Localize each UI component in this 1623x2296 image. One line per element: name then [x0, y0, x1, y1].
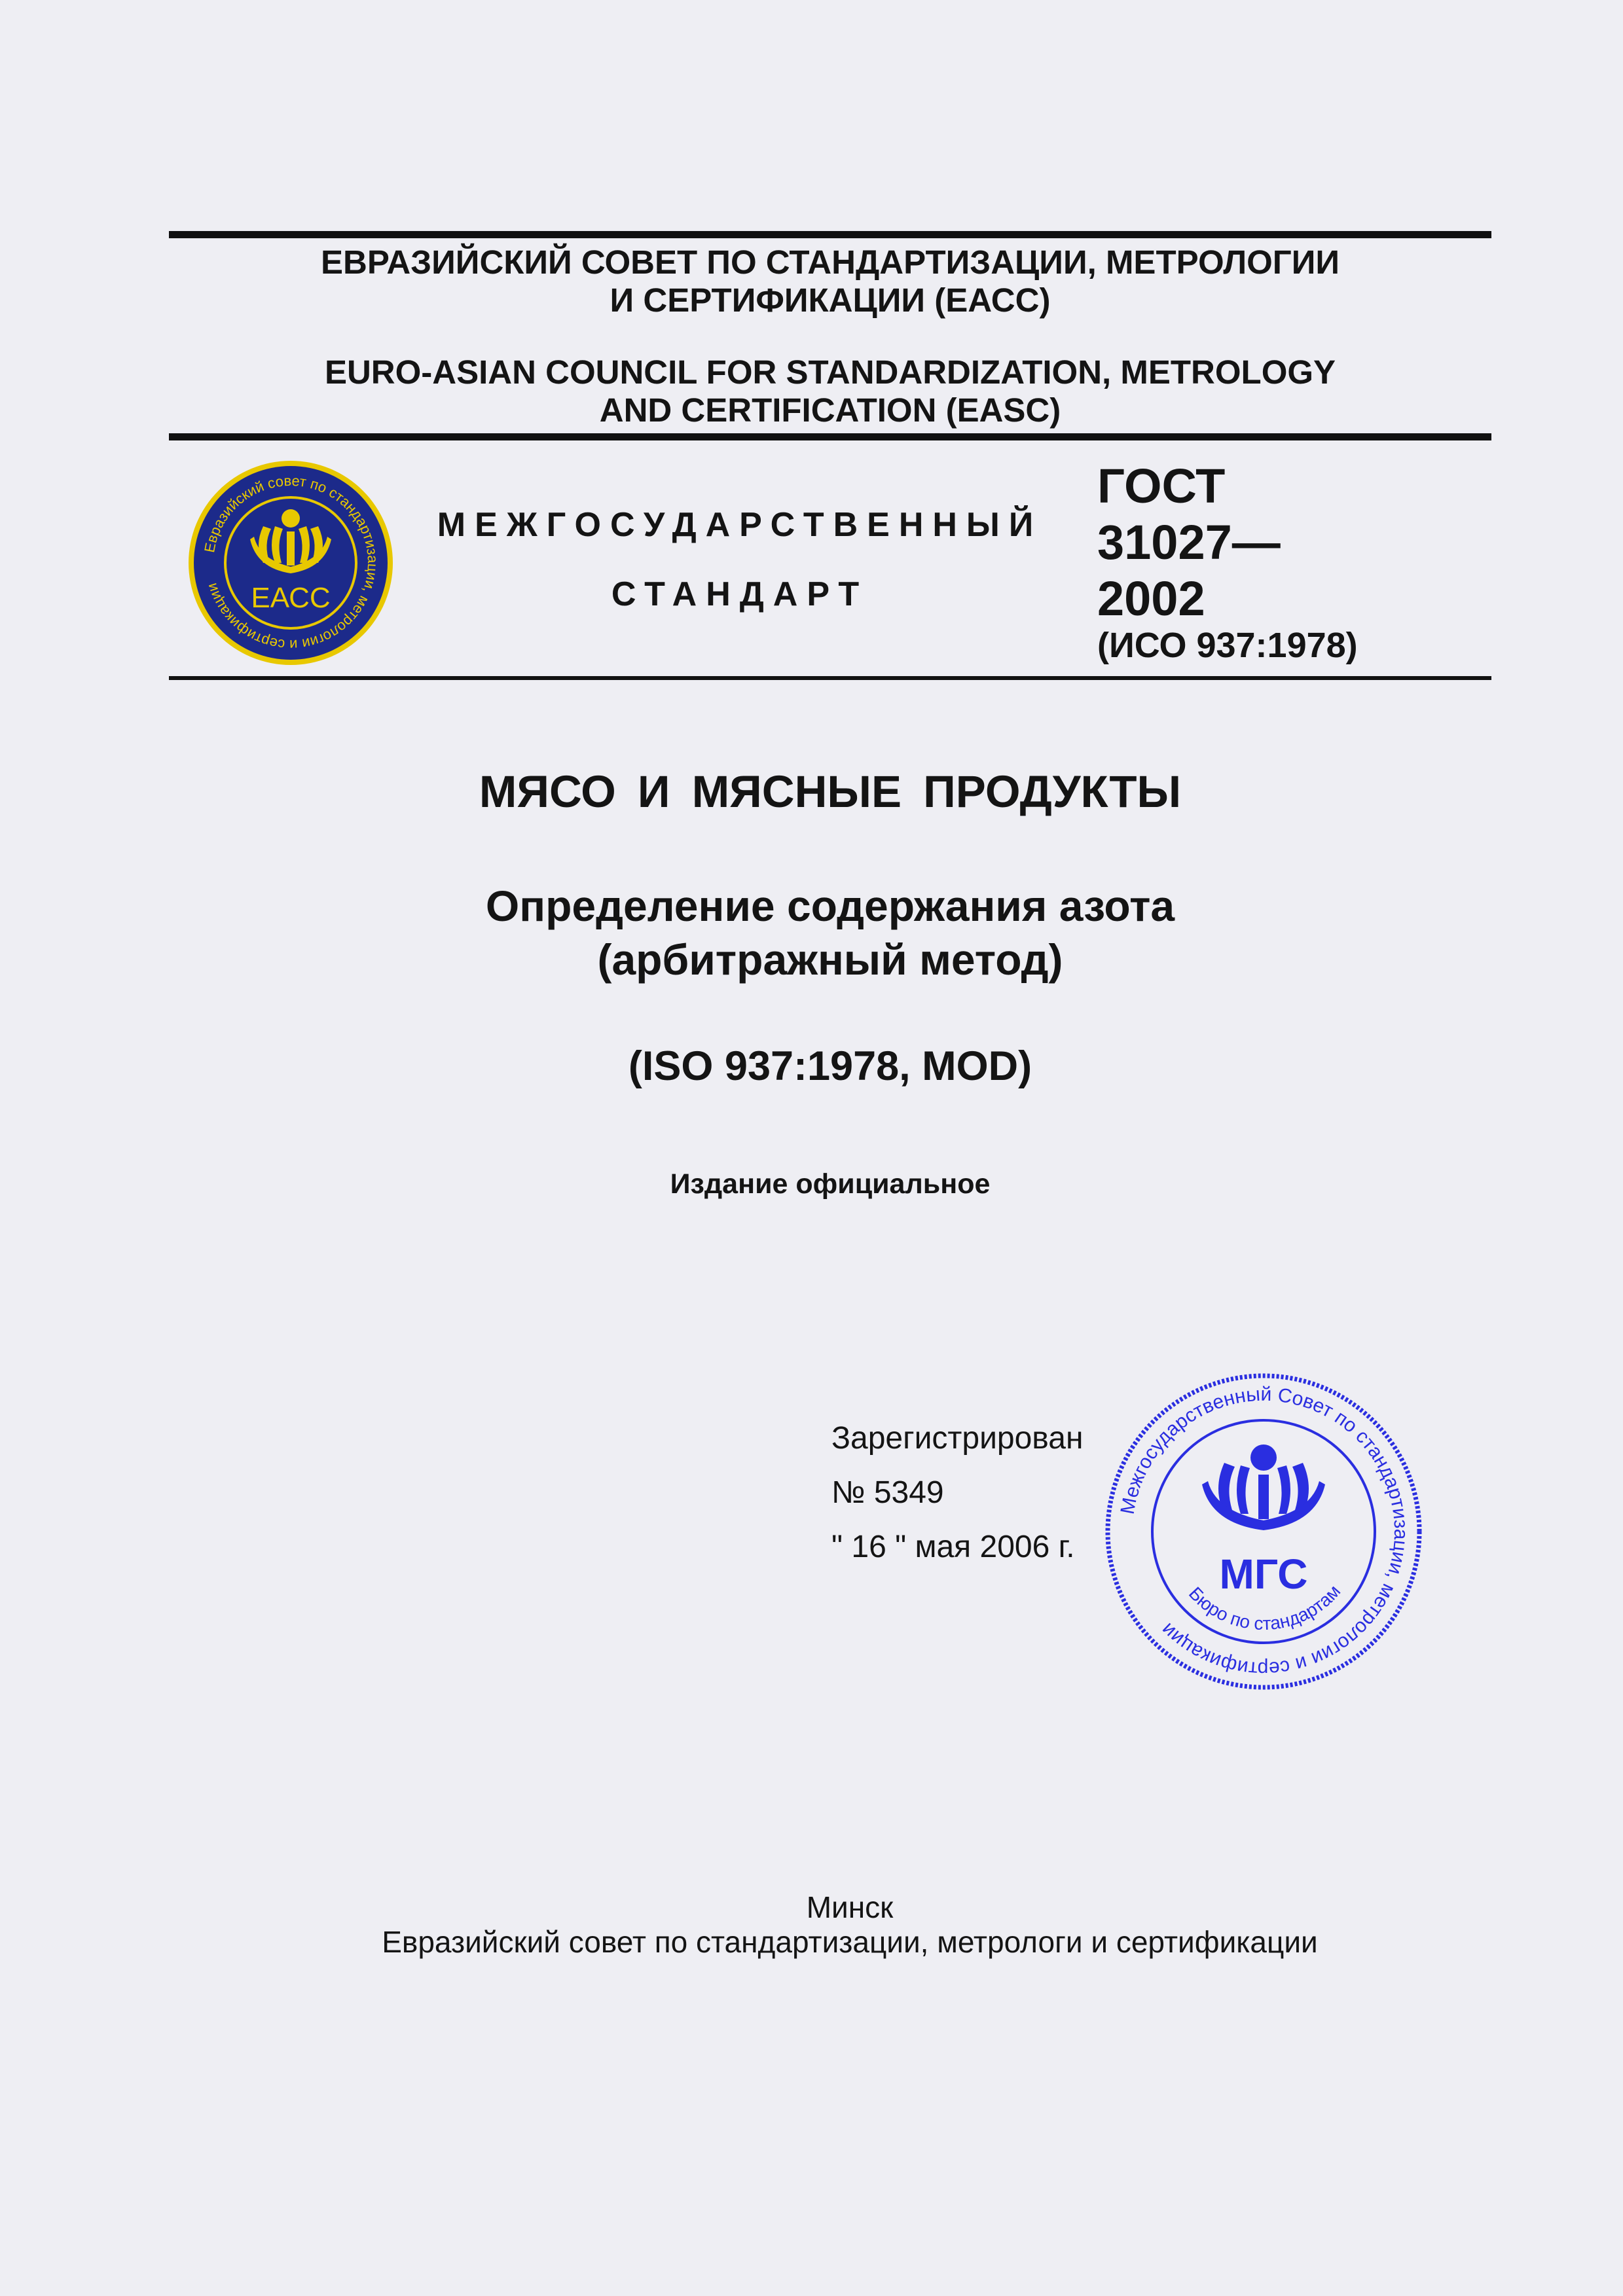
standard-type-line2: СТАНДАРТ — [611, 575, 869, 613]
easc-logo — [186, 458, 395, 668]
org-name-en — [169, 353, 1491, 429]
logo-ring-text: Евразийский совет по стандартизации, метрологии и сертификации — [201, 472, 382, 654]
footer-publisher: Евразийский совет по стандартизации, метрологи и сертификации — [382, 1925, 1318, 1959]
logo-abbr: ЕАСС — [251, 582, 331, 614]
gost-year: 2002 — [1097, 571, 1205, 626]
org-name-en-line1: EURO-ASIAN COUNCIL FOR STANDARDIZATION, METROLOGY — [324, 353, 1336, 391]
designation-bottom-rule — [169, 676, 1491, 680]
footer-city: Минск — [806, 1890, 894, 1924]
document-title: МЯСО И МЯСНЫЕ ПРОДУКТЫ — [479, 766, 1182, 817]
header-bottom-rule — [169, 433, 1491, 440]
org-name-ru-line1: ЕВРАЗИЙСКИЙ СОВЕТ ПО СТАНДАРТИЗАЦИИ, МЕТРОЛОГИИ — [320, 243, 1340, 281]
org-name-en-line2: AND CERTIFICATION (EASC) — [599, 391, 1061, 429]
stamp-outer-text: Межгосударственный Совет по стандартизации, метрологии и сертификации — [1116, 1383, 1412, 1680]
stamp-inner-text: Бюро по стандартам — [1184, 1581, 1345, 1634]
registration-number: № 5349 — [831, 1475, 944, 1510]
stamp-abbr: МГС — [1219, 1551, 1308, 1598]
iso-reference: (ИСО 937:1978) — [1097, 626, 1358, 665]
top-rule — [169, 231, 1491, 238]
org-name-ru-line2: И СЕРТИФИКАЦИИ (ЕАСС) — [610, 281, 1051, 319]
org-name-ru — [169, 243, 1491, 319]
stamp-outer-ring — [1108, 1376, 1419, 1687]
edition-label: Издание официальное — [670, 1168, 991, 1200]
document-subtitle-line2: (арбитражный метод) — [597, 935, 1063, 984]
registration-date: " 16 " мая 2006 г. — [831, 1530, 1075, 1564]
gost-number: 31027— — [1097, 515, 1281, 569]
document-subtitle-line1: Определение содержания азота — [485, 882, 1175, 930]
stamp-emblem-icon — [1202, 1444, 1325, 1530]
iso-modification: (ISO 937:1978, MOD) — [628, 1043, 1032, 1089]
gost-prefix: ГОСТ — [1097, 459, 1226, 513]
standard-type-line1: МЕЖГОСУДАРСТВЕННЫЙ — [437, 506, 1043, 544]
mgs-stamp — [1103, 1371, 1424, 1692]
registration-label: Зарегистрирован — [831, 1421, 1084, 1456]
document-subtitle — [169, 879, 1491, 986]
